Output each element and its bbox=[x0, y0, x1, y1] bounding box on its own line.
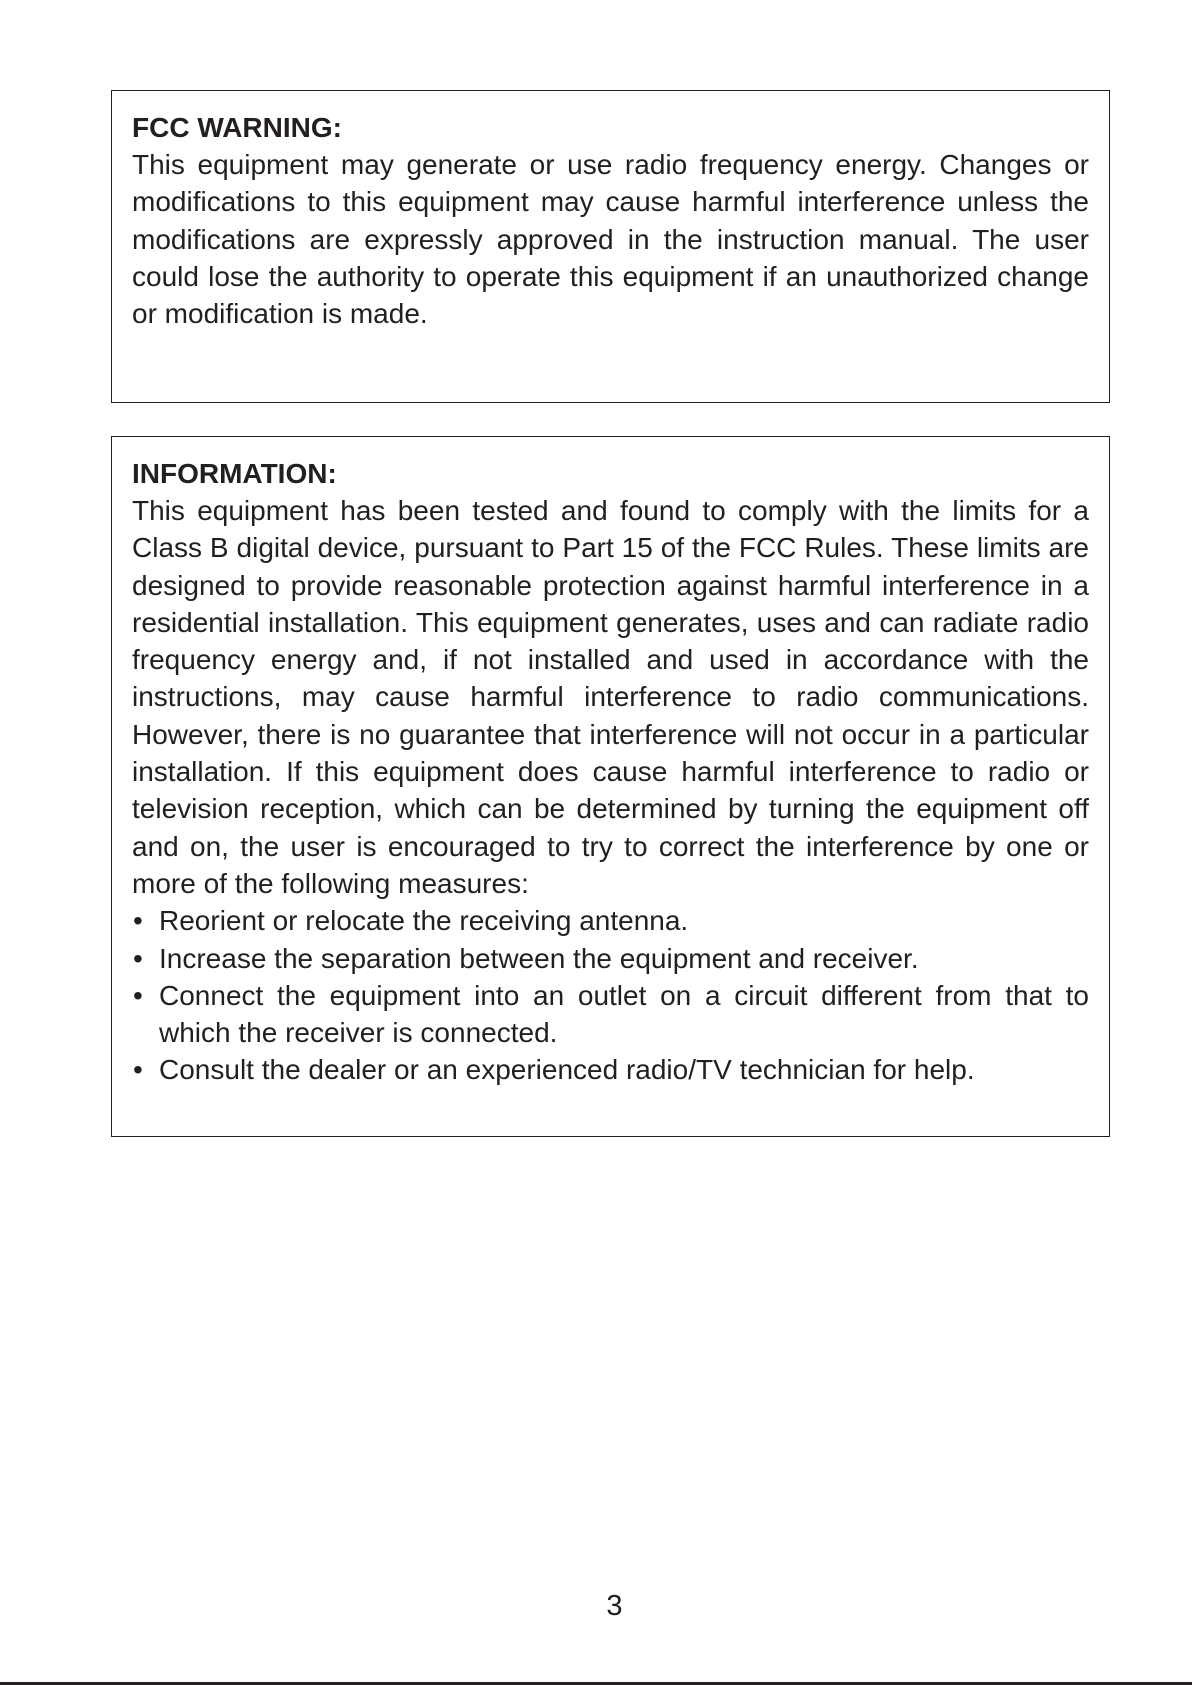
information-box bbox=[111, 436, 1110, 1137]
measure-item bbox=[132, 902, 1089, 939]
information-body: This equipment has been tested and found to comply with the limits for a Class B digital device, pursuant to Part 15 of the FCC Rules. These limits are designed to provide reasonable protection against harmful interference in a residential installation. This equipment generates, uses and can radiate radio frequency energy and, if not installed and used in accordance with the instructions, may cause harmful interference to radio communications. However, there is no guarantee that interference will not occur in a particular installation. If this equipment does cause harmful interference to radio or television reception, which can be determined by turning the equipment off and on, the user is encouraged to try to correct the interference by one or more of the following measures: bbox=[132, 495, 1089, 899]
measure-text: Connect the equipment into an outlet on a circuit different from that to which the receiver is connected. bbox=[159, 979, 1089, 1049]
fcc-warning-body: This equipment may generate or use radio frequency energy. Changes or modifications to this equipment may cause harmful interference unless the modifications are expressly approved in the instruction manual. The user could lose the authority to operate this equipment if an unauthorized change or modification is made. bbox=[132, 149, 1089, 330]
measure-item bbox=[132, 977, 1089, 1052]
fcc-warning-box bbox=[111, 90, 1110, 403]
measure-text: Increase the separation between the equipment and receiver. bbox=[159, 942, 919, 974]
page-number: 3 bbox=[606, 1590, 623, 1622]
bullet-icon: • bbox=[133, 1054, 143, 1086]
measures-list bbox=[132, 902, 1089, 1088]
bullet-icon: • bbox=[133, 905, 143, 937]
measure-text: Reorient or relocate the receiving antenna. bbox=[159, 905, 689, 937]
bullet-icon: • bbox=[133, 942, 143, 974]
measure-text: Consult the dealer or an experienced radio/TV technician for help. bbox=[159, 1054, 975, 1086]
measure-item bbox=[132, 1051, 1089, 1088]
bullet-icon: • bbox=[133, 979, 143, 1011]
measure-item bbox=[132, 940, 1089, 977]
fcc-warning-title: FCC WARNING: bbox=[132, 112, 342, 143]
information-title: INFORMATION: bbox=[132, 458, 337, 489]
